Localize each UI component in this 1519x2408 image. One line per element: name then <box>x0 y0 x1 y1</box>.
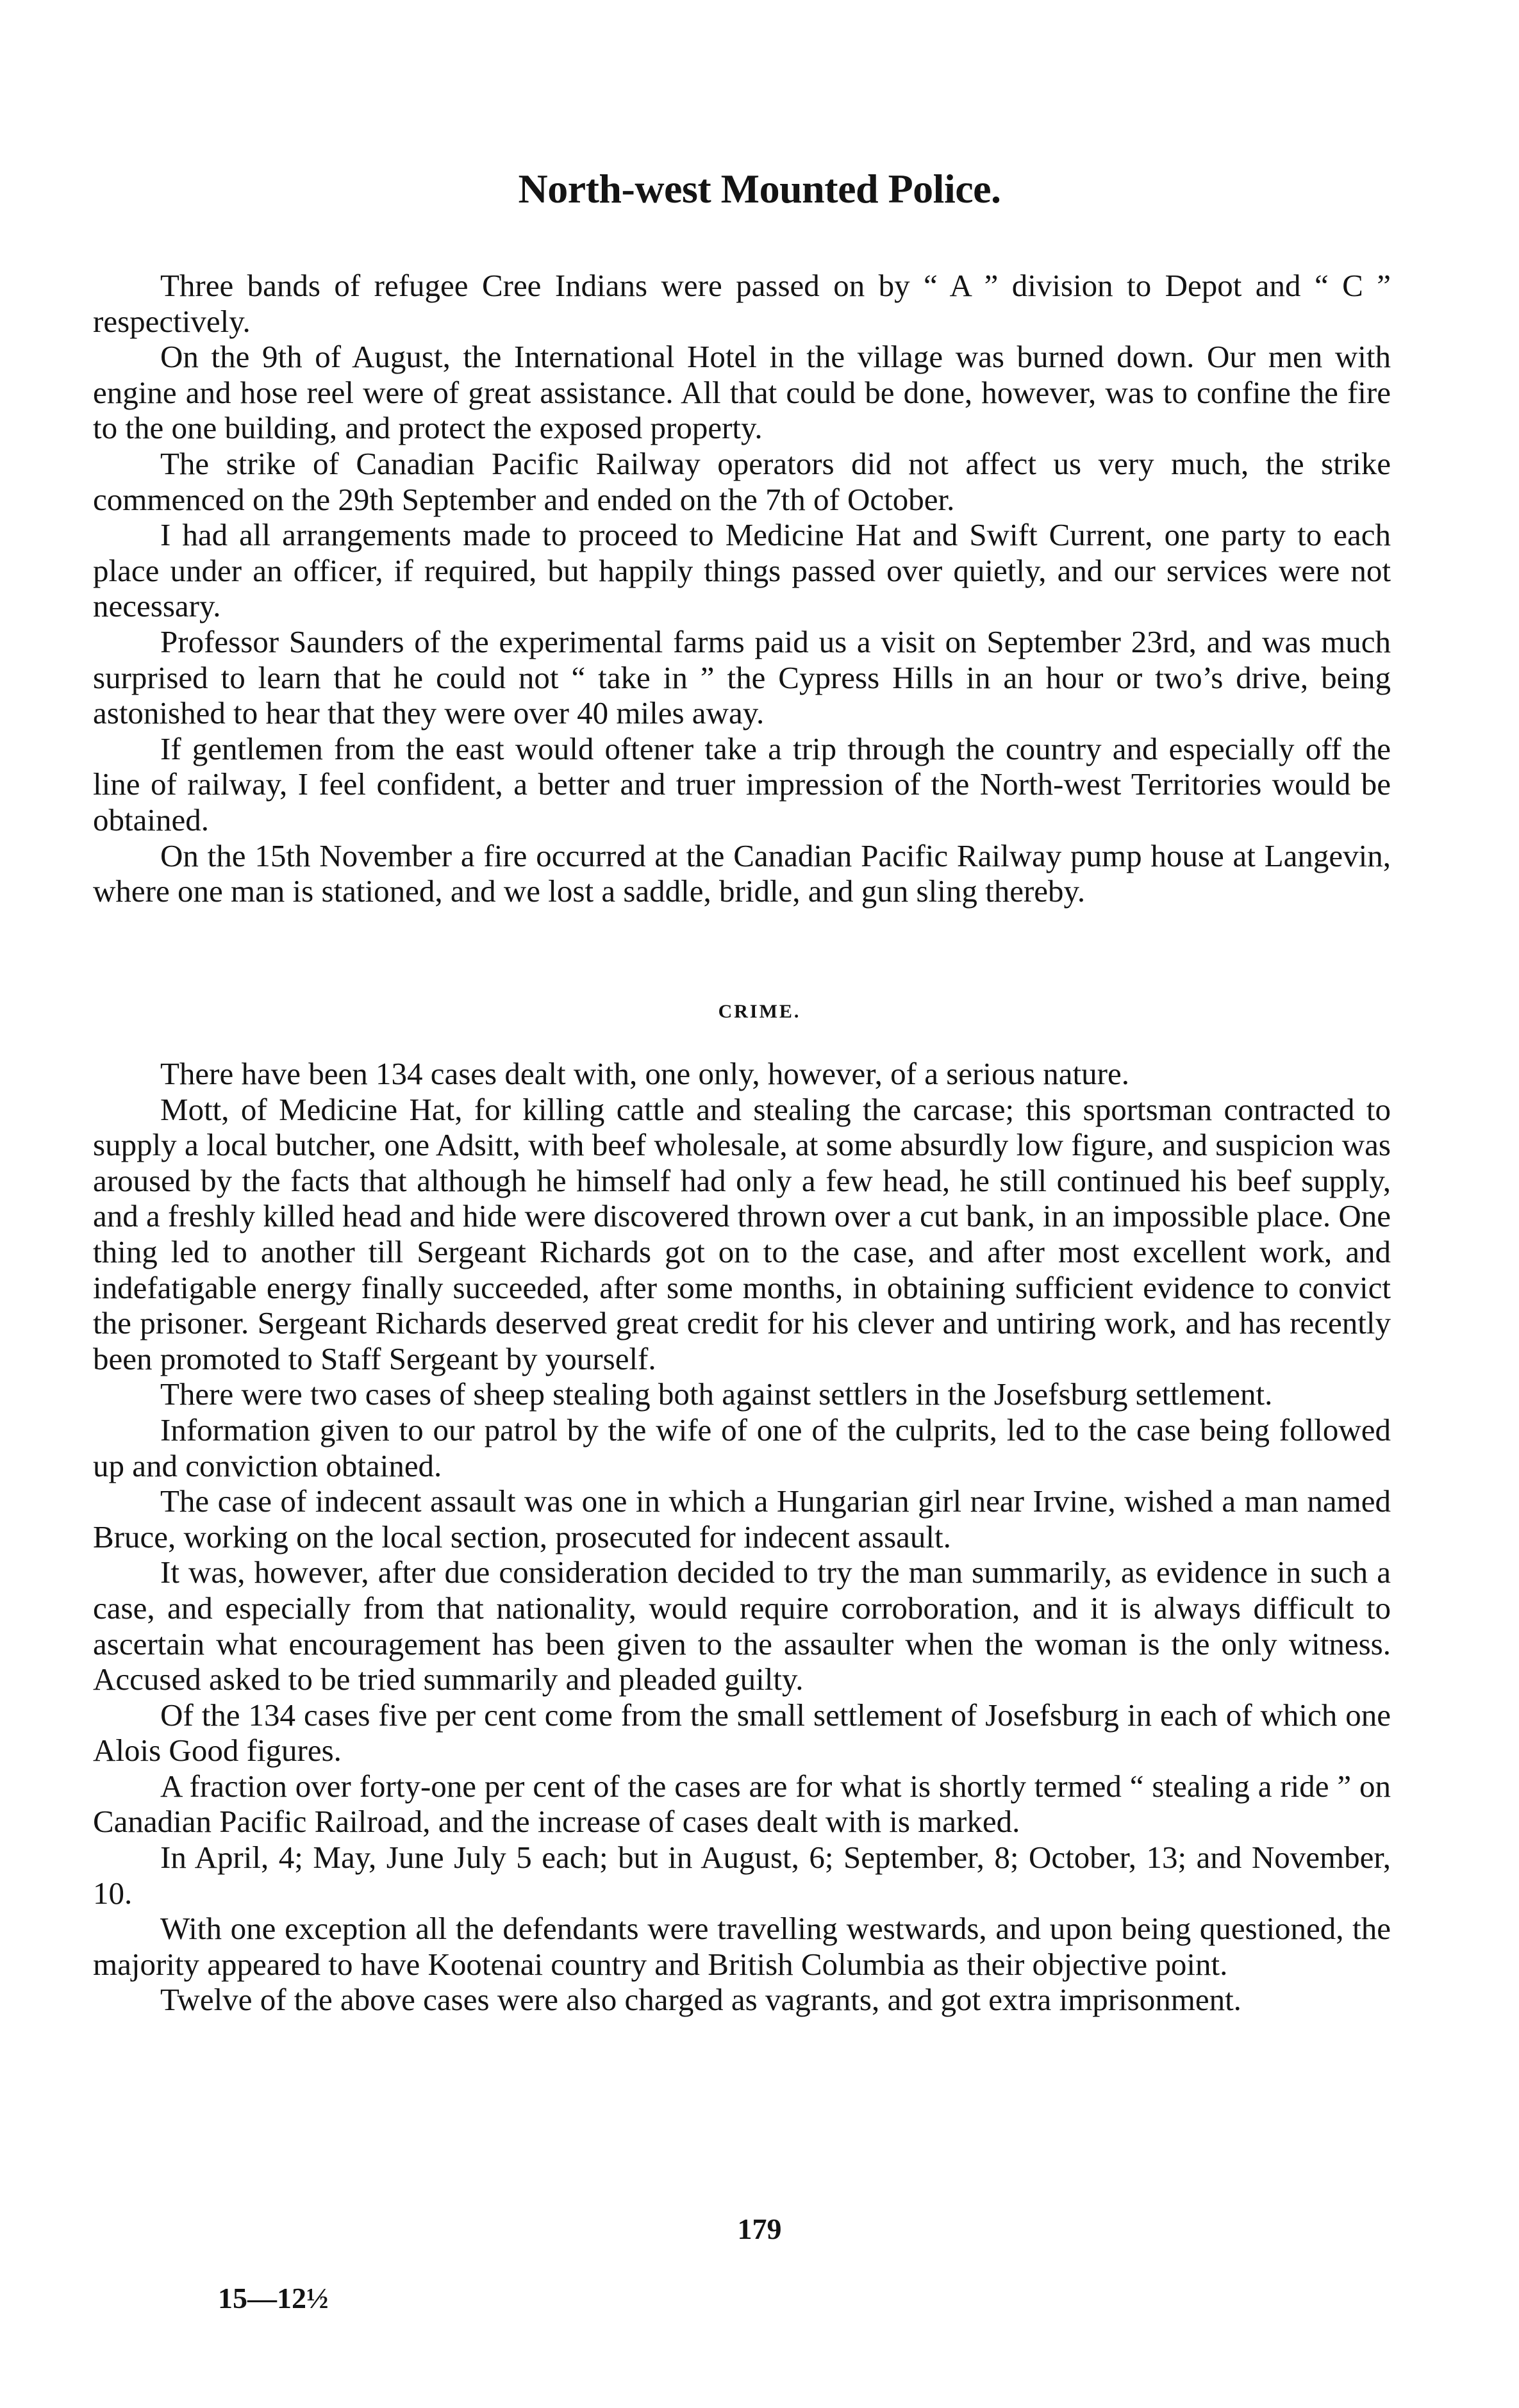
crime-section <box>93 1056 1391 2018</box>
section-heading-crime: CRIME. <box>718 1001 801 1022</box>
paragraph: Three bands of refugee Cree Indians were passed on by “ A ” division to Depot and “ C ” respectively. <box>93 268 1391 339</box>
paragraph: Of the 134 cases five per cent come from the small settlement of Josefsburg in each of which one Alois Good figures. <box>93 1697 1391 1769</box>
paragraph: There were two cases of sheep stealing both against settlers in the Josefsburg settlement. <box>160 1376 1273 1412</box>
page-title: North-west Mounted Police. <box>518 166 1001 211</box>
paragraph: The strike of Canadian Pacific Railway operators did not affect us very much, the strike commenced on the 29th September and ended on the 7th of October. <box>93 445 1391 517</box>
paragraph: A fraction over forty-one per cent of the cases are for what is shortly termed “ stealing a ride ” on Canadian Pacific Railroad, and the increase of cases dealt with is marked. <box>93 1768 1391 1840</box>
paragraph: On the 9th of August, the International Hotel in the village was burned down. Our men with engine and hose reel were of great assistance. All that could be done, however, was to confine the fire to the one building, and protect the exposed property. <box>93 339 1391 446</box>
paragraph: Information given to our patrol by the wife of one of the culprits, led to the case being followed up and conviction obtained. <box>93 1412 1391 1483</box>
paragraph: The case of indecent assault was one in which a Hungarian girl near Irvine, wished a man named Bruce, working on the local section, prosecuted for indecent assault. <box>93 1483 1391 1554</box>
paragraph: Twelve of the above cases were also charged as vagrants, and got extra imprisonment. <box>160 1982 1241 2018</box>
paragraph: Mott, of Medicine Hat, for killing cattle and stealing the carcase; this sportsman contracted to supply a local butcher, one Adsitt, with beef wholesale, at some absurdly low figure, and suspicion was aroused by the facts that although he himself had only a few head, he still continued his beef supply, and a freshly killed head and hide were discovered thrown over a cut bank, in an impossible place. One thing led to another till Sergeant Richards got on to the case, and after most excellent work, and indefatigable energy finally succeeded, after some months, in obtaining sufficient evidence to convict the prisoner. Sergeant Richards deserved great credit for his clever and untiring work, and has recently been promoted to Staff Sergeant by yourself. <box>93 1091 1391 1376</box>
paragraph: If gentlemen from the east would oftener take a trip through the country and especially off the line of railway, I feel confident, a better and truer impression of the North-west Territories would be obtained. <box>93 730 1391 837</box>
paragraph: I had all arrangements made to proceed to Medicine Hat and Swift Current, one party to each place under an officer, if required, but happily things passed over quietly, and our services were not necessary. <box>93 517 1391 624</box>
page-number: 179 <box>737 2213 782 2245</box>
paragraph: It was, however, after due consideration decided to try the man summarily, as evidence in such a case, and especially from that nationality, would require corroboration, and it is always difficult to ascertain what encouragement has been given to the assaulter when the woman is the only witness. Accused asked to be tried summarily and pleaded guilty. <box>93 1554 1391 1697</box>
paragraph: With one exception all the defendants were travelling westwards, and upon being questioned, the majority appeared to have Kootenai country and British Columbia as their objective point. <box>93 1911 1391 1982</box>
paragraph: On the 15th November a fire occurred at the Canadian Pacific Railway pump house at Langevin, where one man is stationed, and we lost a saddle, bridle, and gun sling thereby. <box>93 837 1391 909</box>
paragraph: There have been 134 cases dealt with, one only, however, of a serious nature. <box>160 1056 1129 1091</box>
intro-section <box>93 268 1391 909</box>
signature-mark: 15—12½ <box>218 2282 329 2314</box>
paragraph: In April, 4; May, June July 5 each; but in August, 6; September, 8; October, 13; and November, 10. <box>93 1840 1391 1911</box>
paragraph: Professor Saunders of the experimental farms paid us a visit on September 23rd, and was much surprised to learn that he could not “ take in ” the Cypress Hills in an hour or two’s drive, being astonished to hear that they were over 40 miles away. <box>93 623 1391 731</box>
